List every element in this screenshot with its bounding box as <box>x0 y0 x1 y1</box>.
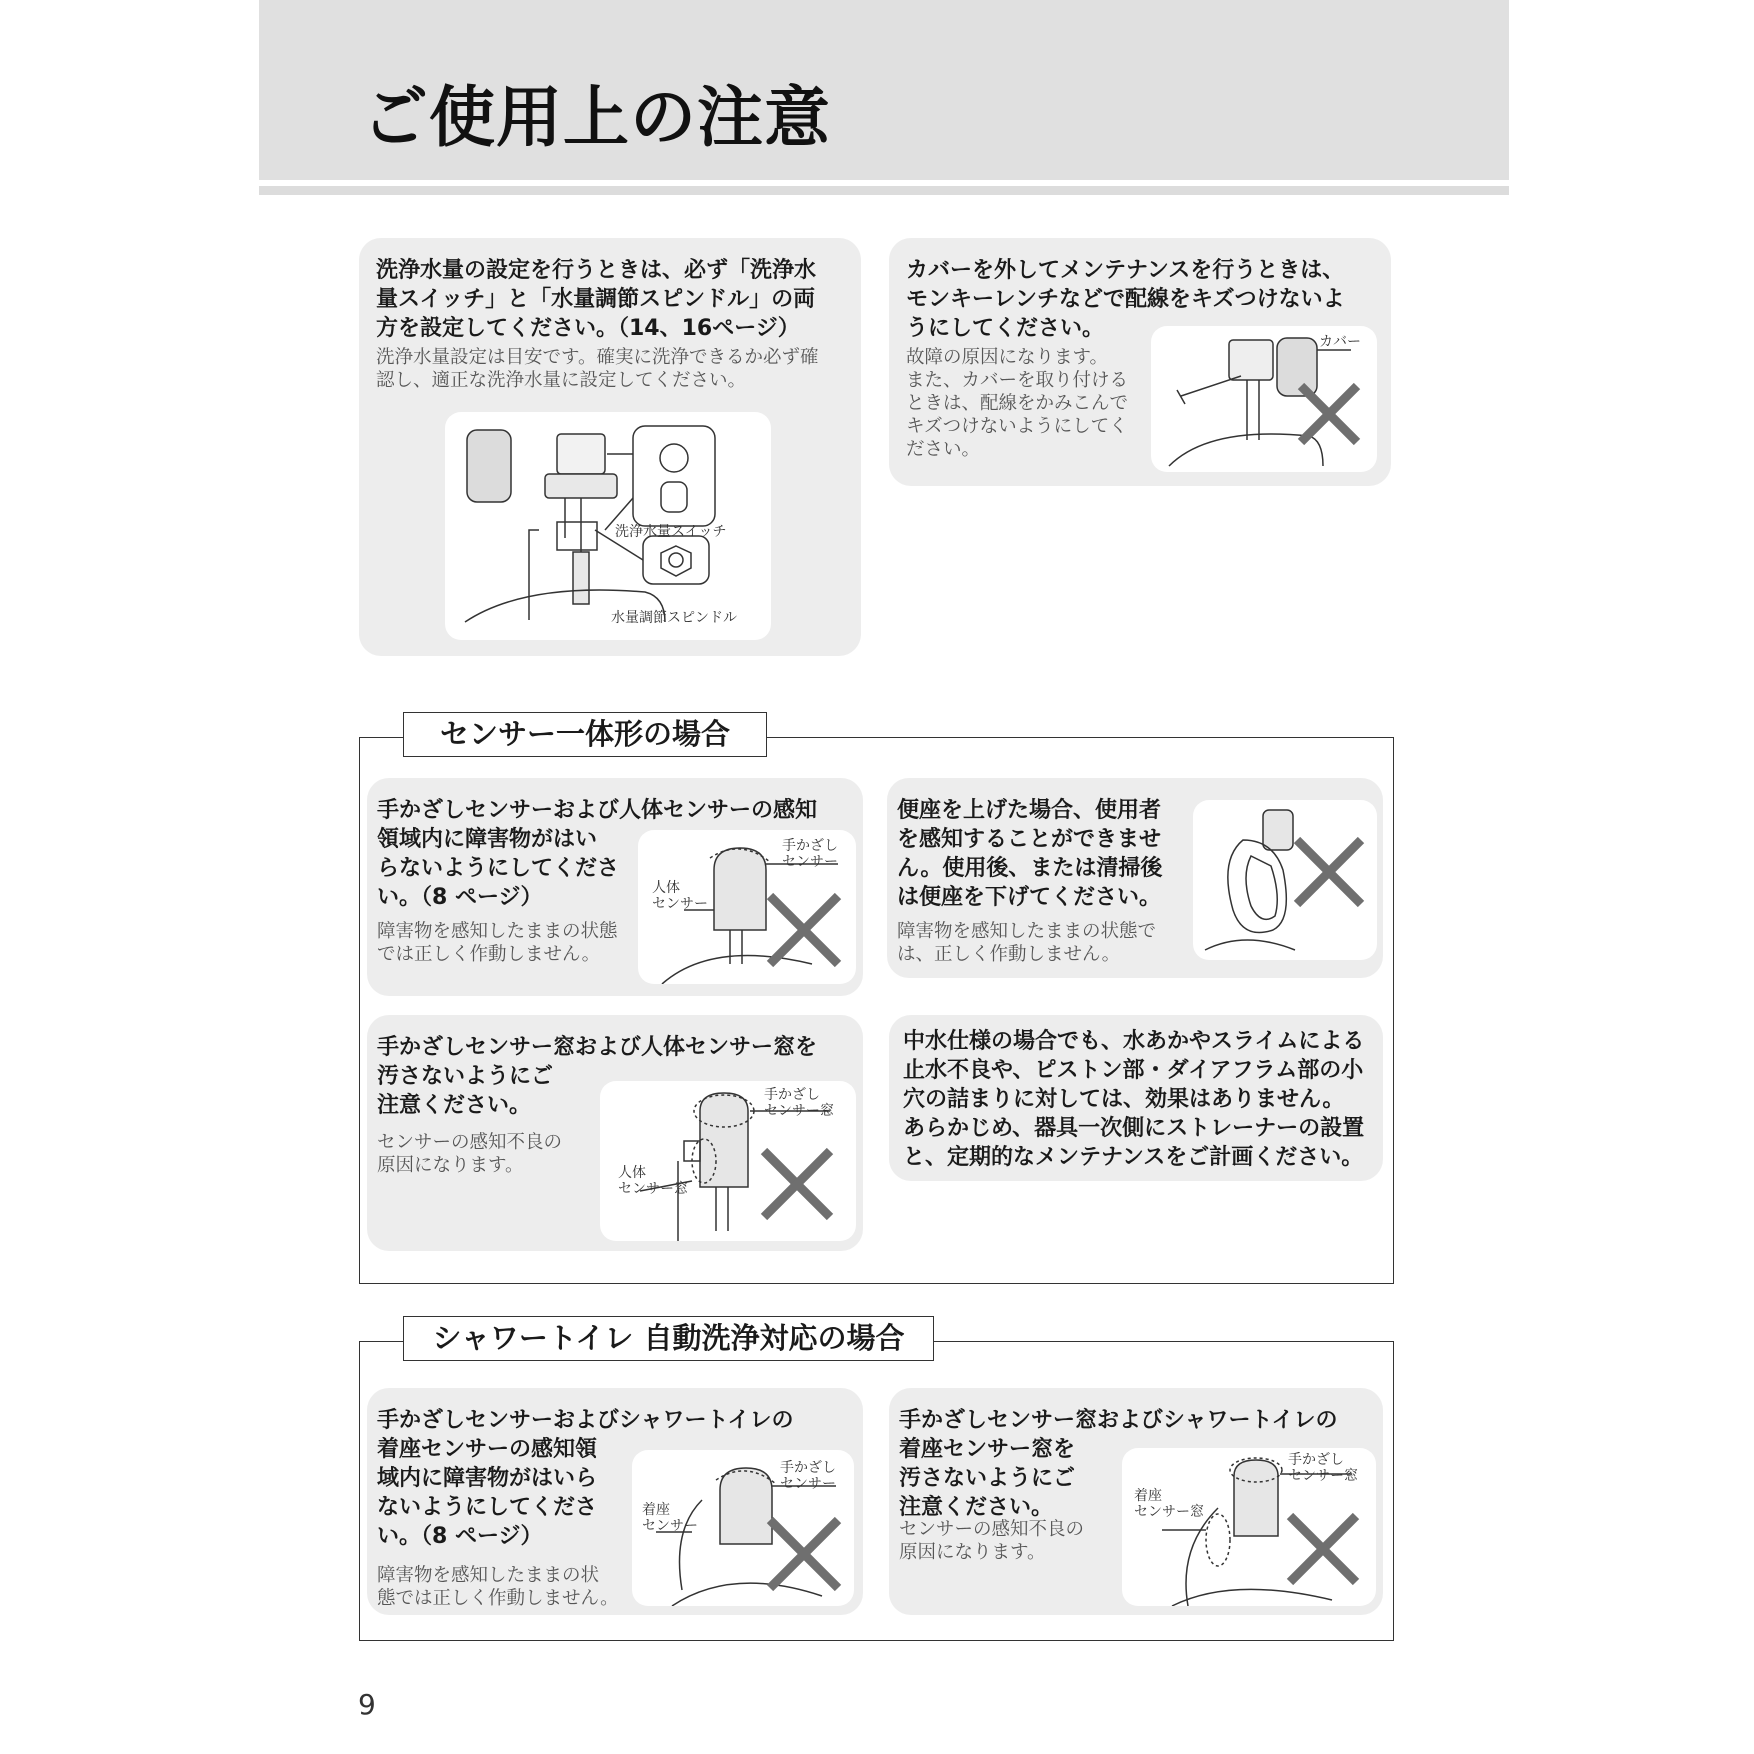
cover-diagram <box>1151 326 1377 472</box>
callout-body-sensor: 人体 センサー <box>652 880 708 912</box>
callout-hand-sensor: 手かざし センサー <box>782 838 838 870</box>
notice-note <box>377 920 637 966</box>
page-title: ご使用上の注意 <box>362 79 831 156</box>
heading-line: 便座を上げた場合、使用者 <box>897 798 1162 823</box>
note-line: 態では正しく作動しません。 <box>377 1588 619 1609</box>
note-line: 障害物を感知したままの状 <box>377 1565 600 1586</box>
switch-callout-box <box>633 426 715 526</box>
heading-line: 注意ください。 <box>899 1495 1054 1520</box>
illustration-sensor-obstacle <box>638 830 856 984</box>
cover-shape <box>467 430 511 502</box>
cross-icon <box>770 896 838 964</box>
heading-line: カバーを外してメンテナンスを行うときは、 <box>906 258 1345 283</box>
heading-line: 手かざしセンサーおよびシャワートイレの <box>377 1408 794 1433</box>
notice-box-seat-sensor-window <box>889 1388 1383 1615</box>
cross-icon <box>1290 1516 1356 1582</box>
notice-heading <box>897 796 1197 912</box>
sensor-diagram <box>638 830 856 984</box>
section-label-sensor-integrated: センサー一体形の場合 <box>403 712 767 757</box>
seat-window-diagram <box>1122 1448 1376 1606</box>
illustration-seat-sensor-window <box>1122 1448 1376 1606</box>
note-line: は、正しく作動しません。 <box>897 944 1121 965</box>
notice-note <box>376 346 856 392</box>
note-line: 障害物を感知したままの状態で <box>897 921 1157 942</box>
section-label-shower-toilet: シャワートイレ 自動洗浄対応の場合 <box>403 1316 934 1361</box>
callout-seat-sensor: 着座 センサー <box>642 1502 698 1534</box>
heading-line: 汚さないようにご <box>899 1466 1076 1491</box>
notice-note <box>899 1518 1119 1564</box>
notice-heading <box>376 256 856 343</box>
heading-line: は便座を下げてください。 <box>897 885 1162 910</box>
cross-icon <box>1301 386 1357 442</box>
heading-line: 汚さないようにご <box>377 1064 554 1089</box>
note-line: 故障の原因になります。 <box>906 347 1109 368</box>
heading-line: 止水不良や、ピストン部・ダイアフラム部の小 <box>903 1058 1364 1083</box>
heading-line: 領域内に障害物がはい <box>377 827 598 852</box>
page-number: 9 <box>358 1688 376 1721</box>
illustration-seat-raised <box>1193 800 1377 960</box>
callout-hand-sensor: 手かざし センサー <box>780 1460 836 1492</box>
heading-line: 着座センサー窓を <box>899 1437 1076 1462</box>
header-rule <box>259 186 1509 195</box>
notice-note <box>377 1564 637 1610</box>
sensor-window-diagram <box>600 1081 856 1241</box>
heading-line: 着座センサーの感知領 <box>377 1437 598 1462</box>
note-line: キズつけないようにしてく <box>906 416 1128 437</box>
note-line: 障害物を感知したままの状態 <box>377 921 618 942</box>
heading-line: 方を設定してください。（14、16ページ） <box>376 316 800 341</box>
heading-line: モンキーレンチなどで配線をキズつけないよ <box>906 287 1345 312</box>
notice-box-sensor-window <box>367 1015 863 1251</box>
notice-box-seat-sensor-area <box>367 1388 863 1615</box>
illustration-valve-settings <box>445 412 771 640</box>
heading-line: あらかじめ、器具一次側にストレーナーの設置 <box>903 1116 1365 1141</box>
valve-diagram <box>445 412 771 640</box>
callout-hand-sensor-window: 手かざし センサー窓 <box>1288 1452 1358 1484</box>
callout-hand-sensor-window: 手かざし センサー窓 <box>764 1087 834 1119</box>
notice-note <box>906 346 1146 461</box>
heading-line: ん。使用後、または清掃後 <box>897 856 1163 881</box>
notice-note <box>897 920 1197 966</box>
seat-diagram <box>1193 800 1377 960</box>
cross-icon <box>770 1520 838 1588</box>
heading-line: 穴の詰まりに対しては、効果はありません。 <box>903 1087 1345 1112</box>
note-line: では正しく作動しません。 <box>377 944 601 965</box>
callout-seat-sensor-window: 着座 センサー窓 <box>1134 1488 1204 1520</box>
illustration-cover-removal <box>1151 326 1377 472</box>
note-line: 原因になります。 <box>377 1155 524 1176</box>
illustration-sensor-window <box>600 1081 856 1241</box>
heading-line: らないようにしてくださ <box>377 856 620 881</box>
cross-icon <box>764 1151 830 1217</box>
note-line: 認し、適正な洗浄水量に設定してください。 <box>376 370 747 391</box>
callout-spindle: 水量調節スピンドル <box>611 610 737 626</box>
heading-line: 手かざしセンサー窓および人体センサー窓を <box>377 1035 818 1060</box>
notice-box-water-setting <box>359 238 861 656</box>
note-line: ださい。 <box>906 439 981 460</box>
cover-shape <box>1277 338 1317 396</box>
note-line: センサーの感知不良の <box>899 1519 1085 1540</box>
heading-line: 手かざしセンサーおよび人体センサーの感知 <box>377 798 818 823</box>
heading-line: 注意ください。 <box>377 1093 532 1118</box>
notice-note <box>377 1131 597 1177</box>
callout-switch: 洗浄水量スイッチ <box>615 524 727 540</box>
notice-box-sensor-area <box>367 778 863 996</box>
notice-box-gray-water <box>889 1015 1383 1181</box>
heading-line: ないようにしてくださ <box>377 1495 598 1520</box>
callout-body-sensor-window: 人体 センサー窓 <box>618 1165 688 1197</box>
heading-line: を感知することができませ <box>897 827 1162 852</box>
callout-cover: カバー <box>1319 334 1361 350</box>
notice-box-cover-maintenance <box>889 238 1391 486</box>
heading-line: 手かざしセンサー窓およびシャワートイレの <box>899 1408 1338 1433</box>
notice-box-seat-raised <box>887 778 1383 978</box>
illustration-seat-sensor-obstacle <box>632 1450 854 1606</box>
control-unit <box>557 434 605 474</box>
note-line: また、カバーを取り付ける <box>906 370 1129 391</box>
seat-sensor-diagram <box>632 1450 854 1606</box>
heading-line: 量スイッチ」と「水量調節スピンドル」の両 <box>376 287 816 312</box>
note-line: センサーの感知不良の <box>377 1132 563 1153</box>
heading-line: うにしてください。 <box>906 316 1105 341</box>
notice-heading <box>903 1027 1383 1172</box>
heading-line: 域内に障害物がはいら <box>377 1466 598 1491</box>
note-line: 原因になります。 <box>899 1542 1046 1563</box>
heading-line: い。（8 ページ） <box>377 1524 543 1549</box>
heading-line: 中水仕様の場合でも、水あかやスライムによる <box>903 1029 1365 1054</box>
note-line: ときは、配線をかみこんで <box>906 393 1129 414</box>
cross-icon <box>1297 840 1361 904</box>
heading-line: 洗浄水量の設定を行うときは、必ず「洗浄水 <box>376 258 817 283</box>
note-line: 洗浄水量設定は目安です。確実に洗浄できるか必ず確 <box>376 347 819 368</box>
heading-line: と、定期的なメンテナンスをご計画ください。 <box>903 1145 1364 1170</box>
heading-line: い。（8 ページ） <box>377 885 543 910</box>
